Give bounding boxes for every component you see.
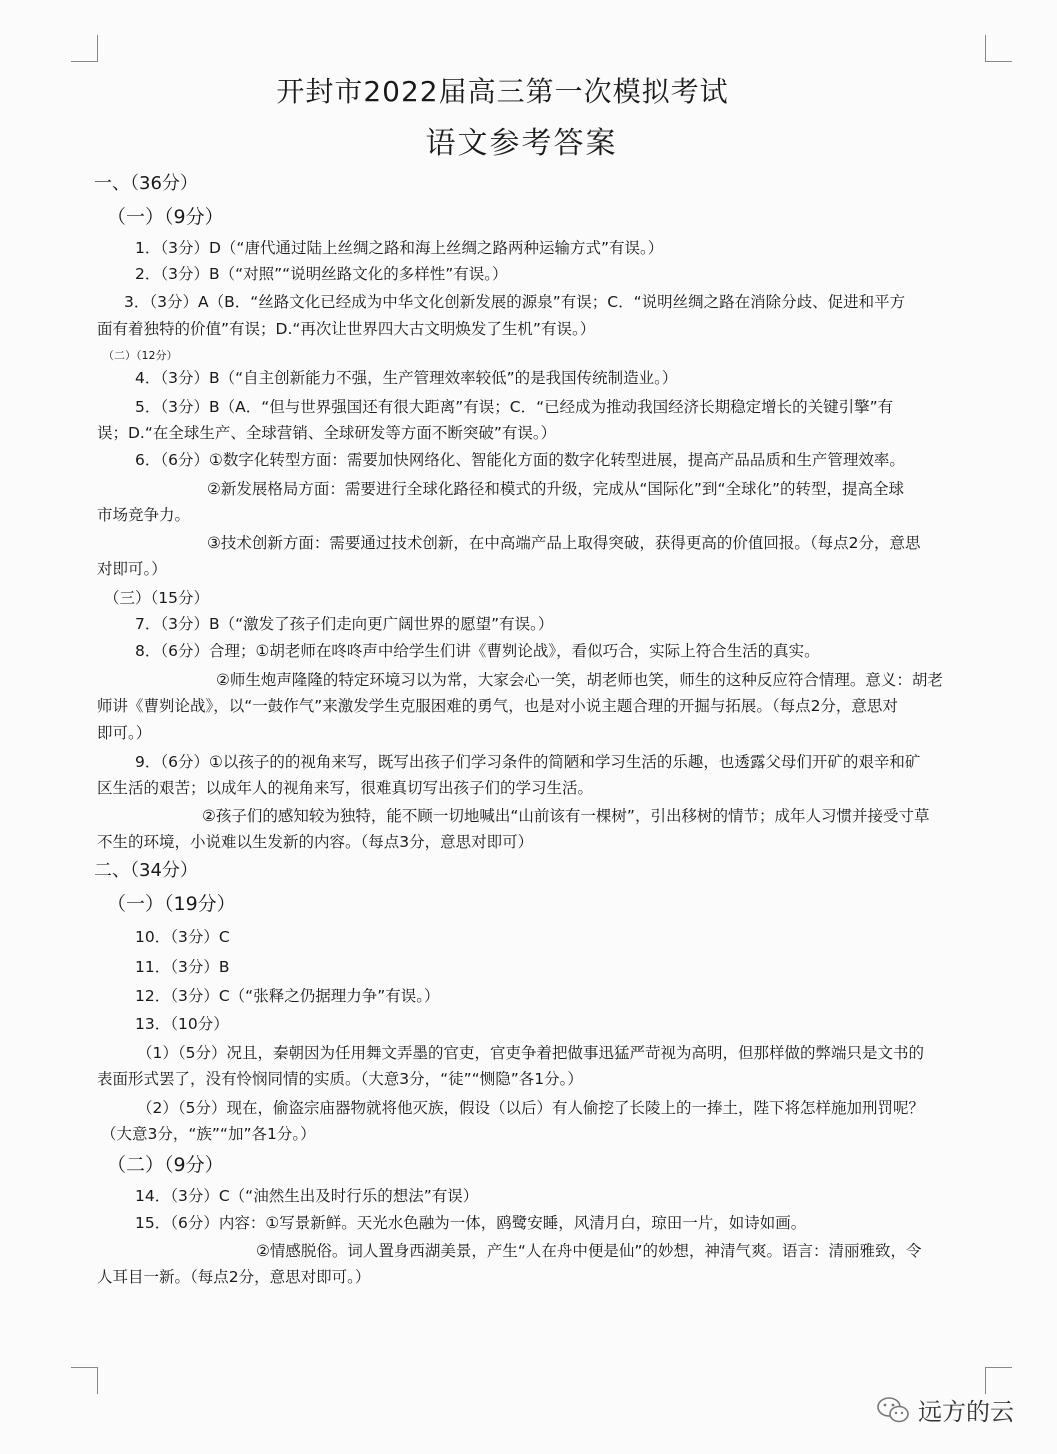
subsection-heading: （二）（12分） [103,349,178,362]
answer-line: 误；D.“在全球生产、全球营销、全球研发等方面不断突破”有误。） [97,424,557,442]
answer-line: 9．（6分）①以孩子的的视角来写，既写出孩子们学习条件的简陋和学习生活的乐趣，也透露父母们开矿的艰辛和矿 [135,753,921,771]
answer-line: 5．（3分）B（A．“但与世界强国还有很大距离”有误；C．“已经成为推动我国经济长期稳定增长的关键引擎”有 [135,398,894,416]
crop-mark-bottom-right [985,1367,1012,1394]
subsection-heading: （二）（9分） [107,1154,224,1176]
answer-line: （大意3分，“族”“加”各1分。） [101,1125,316,1143]
answer-line: 14．（3分）C（“油然生出及时行乐的想法”有误） [135,1187,479,1205]
answer-line: 市场竞争力。 [97,506,191,524]
answer-line: 表面形式罢了，没有怜悯同情的实质。（大意3分，“徒”“恻隐”各1分。） [97,1070,583,1088]
answer-line: 4．（3分）B（“自主创新能力不强，生产管理效率较低”的是我国传统制造业。） [135,369,678,387]
answer-line: 面有着独特的价值”有误；D.“再次让世界四大古文明焕发了生机”有误。） [97,320,596,338]
wechat-icon [876,1396,910,1424]
answer-line: （2）（5分）现在，偷盗宗庙器物就将他灭族，假设（以后）有人偷挖了长陵上的一捧土，陛下将怎样施加刑罚呢？ [137,1099,924,1117]
section-heading: 二、（34分） [94,860,198,881]
answer-line: 师讲《曹刿论战》，以“一鼓作气”来激发学生克服困难的勇气，也是对小说主题合理的开掘与拓展。（每点2分，意思对 [97,697,898,715]
crop-mark-bottom-left [71,1367,98,1394]
section-heading: 一、（36分） [94,173,198,194]
answer-line: 12．（3分）C（“张释之仍据理力争”有误。） [135,987,440,1005]
subsection-heading: （一）（9分） [107,206,224,228]
answer-line: （1）（5分）况且，秦朝因为任用舞文弄墨的官吏，官吏争着把做事迅猛严苛视为高明，但那样做的弊端只是文书的 [137,1044,924,1062]
answer-line: 即可。） [97,724,152,742]
answer-line: 1．（3分）D（“唐代通过陆上丝绸之路和海上丝绸之路两种运输方式”有误。） [135,239,664,257]
subsection-heading: （一）（19分） [107,893,236,915]
crop-mark-top-right [985,35,1012,62]
answer-line: 区生活的艰苦；以成年人的视角来写，很难真切写出孩子们的学习生活。 [97,779,594,797]
answer-line: 11．（3分）B [135,958,230,976]
answer-line: 10．（3分）C [135,928,230,946]
document-title: 开封市2022届高三第一次模拟考试 [276,75,729,108]
answer-line: ③技术创新方面：需要通过技术创新，在中高端产品上取得突破，获得更高的价值回报。（每点2分，意思 [207,534,921,552]
answer-line: 对即可。） [97,560,167,578]
answer-line: ②新发展格局方面：需要进行全球化路径和模式的升级，完成从“国际化”到“全球化”的转型，提高全球 [207,480,905,498]
answer-line: 3．（3分）A（B．“丝路文化已经成为中华文化创新发展的源泉”有误；C．“说明丝绸之路在消除分歧、促进和平方 [124,293,906,311]
watermark [876,1392,1014,1427]
watermark-text: 远方的云 [918,1398,1014,1426]
answer-line: ②师生炮声隆隆的特定环境习以为常，大家会心一笑，胡老师也笑，师生的这种反应符合情理。意义：胡老 [216,671,943,689]
answer-line: 7．（3分）B（“激发了孩子们走向更广阔世界的愿望”有误。） [135,615,554,633]
subsection-heading: （三）（15分） [104,589,209,607]
document-subtitle: 语文参考答案 [425,126,618,161]
answer-line: ②情感脱俗。词人置身西湖美景，产生“人在舟中便是仙”的妙想，神清气爽。语言：清丽雅致，令 [256,1242,922,1260]
answer-line: 15．（6分）内容：①写景新鲜。天光水色融为一体，鸥鹭安睡，风清月白，琼田一片，如诗如画。 [135,1214,807,1232]
answer-line: 不生的环境，小说难以生发新的内容。（每点3分，意思对即可） [97,833,534,851]
answer-line: 13．（10分） [135,1015,229,1033]
answer-line: 人耳目一新。（每点2分，意思对即可。） [97,1268,371,1286]
answer-line: 2．（3分）B（“对照”“说明丝路文化的多样性”有误。） [135,265,508,283]
crop-mark-top-left [71,35,98,62]
answer-line: ②孩子们的感知较为独特，能不顾一切地喊出“山前该有一棵树”，引出移树的情节；成年人习惯并接受寸草 [202,807,930,825]
answer-line: 8．（6分）合理；①胡老师在咚咚声中给学生们讲《曹刿论战》，看似巧合，实际上符合生活的真实。 [135,642,820,660]
answer-line: 6．（6分）①数字化转型方面：需要加快网络化、智能化方面的数字化转型进展，提高产品品质和生产管理效率。 [135,451,905,469]
